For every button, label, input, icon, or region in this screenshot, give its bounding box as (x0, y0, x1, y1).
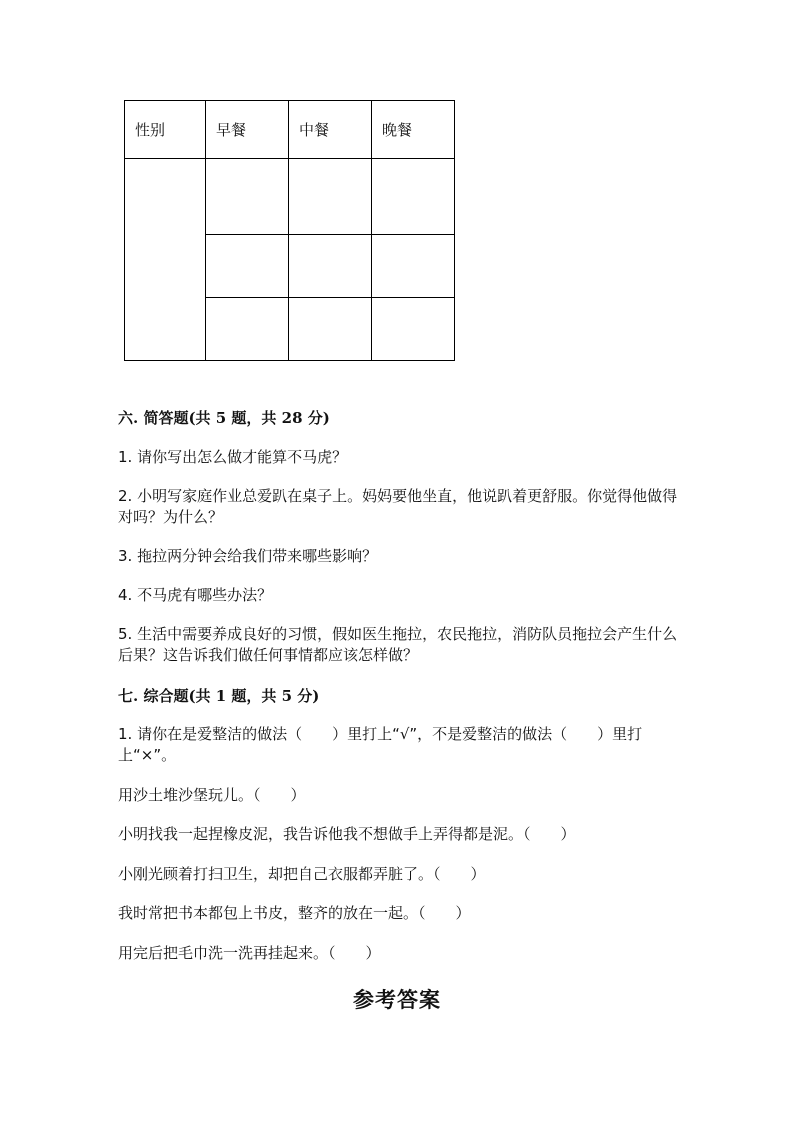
question-item: 1. 请你写出怎么做才能算不马虎？ (118, 448, 348, 466)
meal-table (124, 100, 455, 361)
table-cell-gender (125, 159, 206, 361)
section-title-short-answer: 六. 简答题(共 5 题，共 28 分) (118, 409, 330, 427)
question-item: 3. 拖拉两分钟会给我们带来哪些影响？ (118, 547, 378, 565)
table-cell (289, 298, 372, 361)
table-cell (206, 235, 289, 298)
judgement-item: 用完后把毛巾洗一洗再挂起来。（ ） (118, 944, 381, 962)
table-cell (206, 159, 289, 235)
table-cell (372, 298, 455, 361)
judgement-item: 小刚光顾着打扫卫生，却把自己衣服都弄脏了。（ ） (118, 865, 486, 883)
table-cell (372, 159, 455, 235)
table-cell (289, 159, 372, 235)
table-header-cell: 早餐 (206, 101, 289, 159)
table-header-cell: 中餐 (289, 101, 372, 159)
table-row (125, 159, 455, 235)
table-header-cell: 晚餐 (372, 101, 455, 159)
question-item: 2. 小明写家庭作业总爱趴在桌子上。妈妈要他坐直，他说趴着更舒服。你觉得他做得对吗？为什么？ (118, 487, 678, 526)
judgement-item: 用沙土堆沙堡玩儿。（ ） (118, 786, 306, 804)
question-item: 4. 不马虎有哪些办法？ (118, 586, 273, 604)
table-cell (206, 298, 289, 361)
table-header-row (125, 101, 455, 159)
judgement-item: 小明找我一起捏橡皮泥，我告诉他我不想做手上弄得都是泥。（ ） (118, 825, 576, 843)
section-title-comprehensive: 七. 综合题(共 1 题，共 5 分) (118, 687, 320, 705)
question-item: 5. 生活中需要养成良好的习惯，假如医生拖拉，农民拖拉，消防队员拖拉会产生什么后果？这告诉我们做任何事情都应该怎样做？ (118, 625, 678, 664)
table-cell (289, 235, 372, 298)
answer-key-heading: 参考答案 (353, 987, 441, 1012)
instruction-text: 1. 请你在是爱整洁的做法（ ）里打上“√”，不是爱整洁的做法（ ）里打上“×”。 (118, 725, 643, 764)
table-header-cell: 性别 (125, 101, 206, 159)
judgement-item: 我时常把书本都包上书皮，整齐的放在一起。（ ） (118, 904, 471, 922)
table-cell (372, 235, 455, 298)
